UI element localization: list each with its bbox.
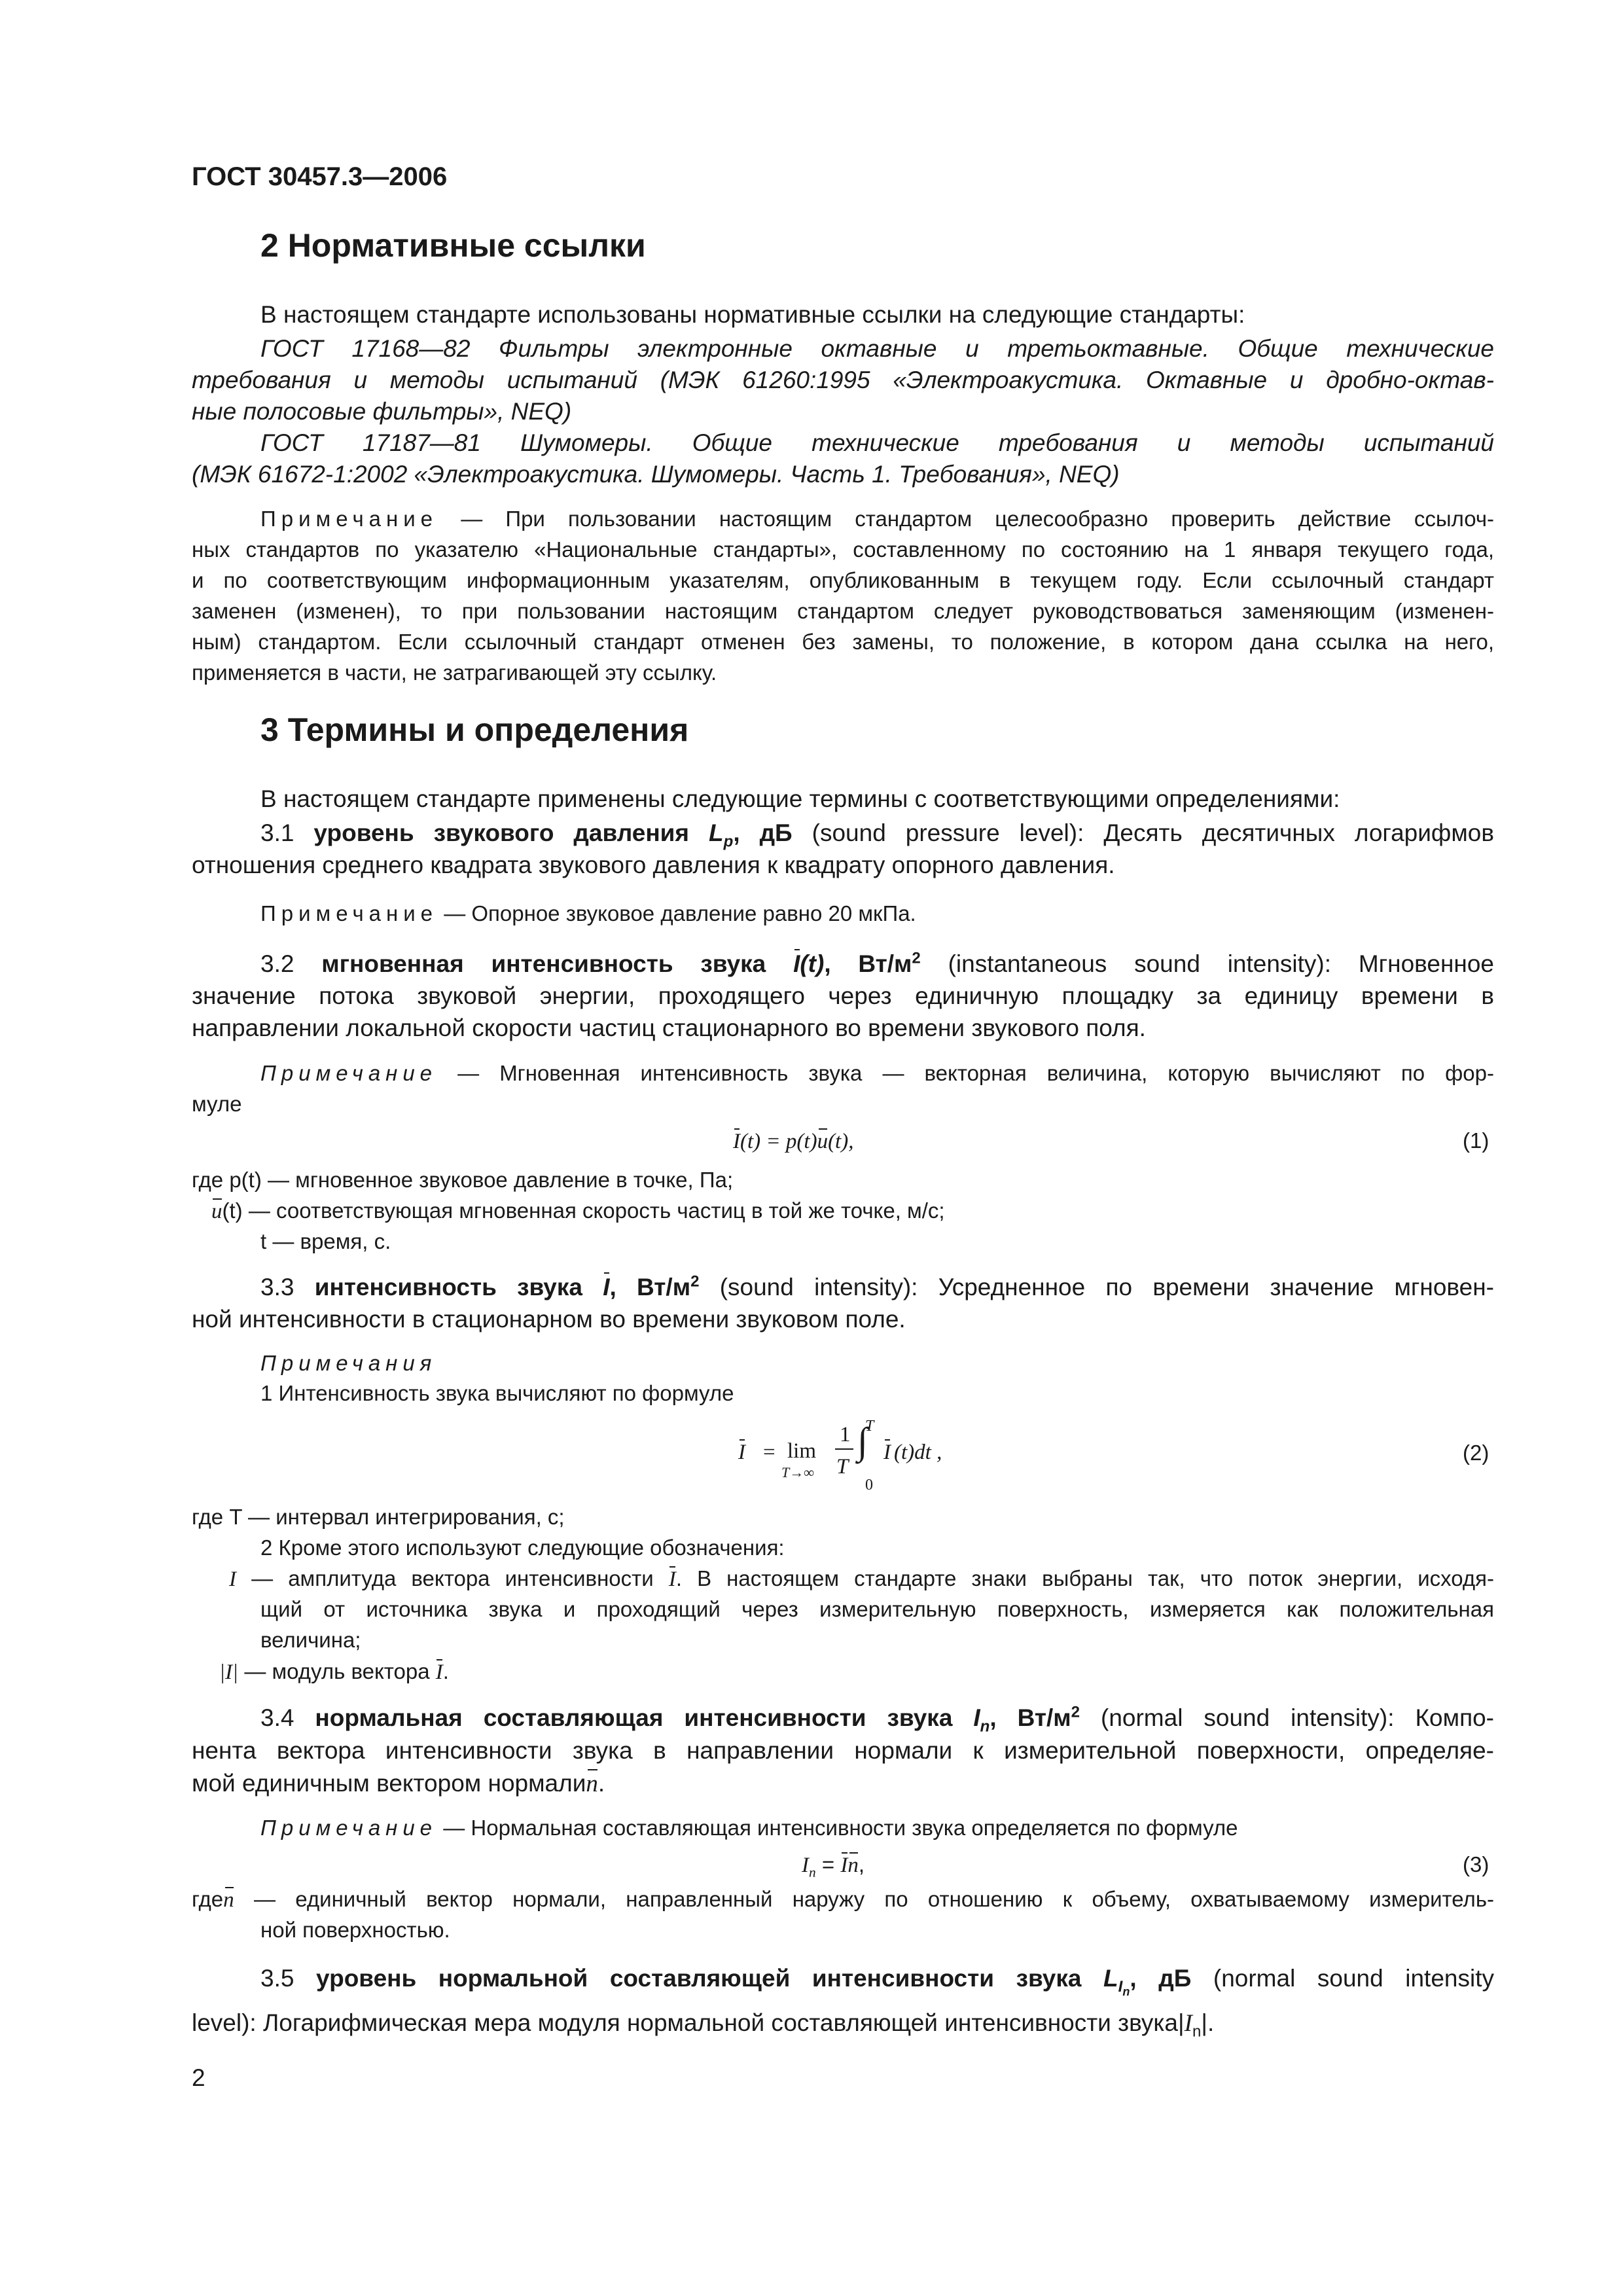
term-3-1-line-2: отношения среднего квадрата звукового давления к квадрату опорного давления. — [192, 852, 1115, 878]
document-page: ГОСТ 30457.3—2006 2 Нормативные ссылки В настоящем стандарте использованы нормативные ссылки на следующие стандарты: ГОСТ 17168—82 Фильтры электронные октавные и третьоктавные. Общие технические требования и методы испытаний (МЭК 61260:1995 «Электроакустика. Октавные и дробно-октав- ные полосовые фильтры», NEQ) ГОСТ 17187—81 Шумомеры. Общие технические требования и методы испытаний (МЭК 61672-1:2002 «Электроакустика. Шумомеры. Часть 1. Требования», NEQ) Примечание — При пользовании настоящим стандартом целесообразно проверить действие ссылоч- ных стандартов по указателю «Национальные стандарты», составленному по состоянию на 1 января текущего года, и по соответствующим информационным указателям, опубликованным в текущем году. Если ссылочный стандарт заменен (изменен), то при пользовании настоящим стандартом следует руководствоваться заменяющим (изменен- ным) стандартом. Если ссылочный стандарт отменен без замены, то положение, в котором дана ссылка на него, применяется в части, не затрагивающей эту ссылку. 3 Термины и определения В настоящем стандарте применены следующие термины с соответствующими определениями: 3.1 уровень звукового давления $L_p$, дБ (sound pressure level): Десять десятичных логарифмов отношения среднего квадрата звукового давления к квадрату опорного давления. Примечание — Опорное звуковое давление равно 20 мкПа. 3.2 мгновенная интенсивность звука I(t), $Вт/м^2$ (instantaneous sound intensity): Мгновенное значение потока звуковой энергии, проходящего через единичную площадку за единицу времени в направлении локальной скорости частиц стационарного во времени звукового поля. Примечание — Мгновенная интенсивность звука — векторная величина, которую вычисляют по фор- муле I(t) = p(t)u(t), (1) где p(t) — мгновенное звуковое давление в точке, Па; u(t) — соответствующая мгновенная скорость частиц в той же точке, м/с; t — время, с. 3.3 интенсивность звука I, $Вт/м^2$ (sound intensity): Усредненное по времени значение мгновен- ной интенсивности в стационарном во времени звуковом поле. Примечания 1 Интенсивность звука вычисляют по формуле I = lim T→∞ 1 T T ∫ 0 I (t)dt , (2) где T — интервал интегрирования, с; 2 Кроме этого используют следующие обозначения: I — амплитуда вектора интенсивности I. В настоящем стандарте знаки выбраны так, что поток энергии, исходя- щий от источника звука и проходящий через измерительную поверхность, измеряется как положительная величина; |I| — модуль вектора I. 3.4 нормальная составляющая интенсивности звука $I_n$, $Вт/м^2$ (normal sound intensity): Компо- нента вектора интенсивности звука в направлении нормали к измерительной поверхности, определяе- мой единичным вектором нормалиn. Примечание — Нормальная составляющая интенсивности звука определяется по формуле $I_n = In$, (3) гдеn — единичный вектор нормали, направленный наружу по отношению к объему, охватываемому измеритель- ной поверхностью. 3.5 уровень нормальной составляющей интенсивности звука $L_{I_n}$, дБ (normal sound intensity level): Логарифмическая мера модуля нормальной составляющей интенсивности $звука|I_n|$. 2 — [0, 0, 1623, 2296]
term-symbol: $I_n$ — [973, 1704, 990, 1736]
term-3-1-line-1 — [260, 817, 1494, 850]
ref-1-line-2: требования и методы испытаний (МЭК 61260:1995 «Электроакустика. Октавные и дробно-октав- — [192, 367, 1494, 393]
term-number: 3.1 — [260, 819, 294, 846]
where-3-line-1: гдеn — единичный вектор нормали, направленный наружу по отношению к объему, охватываемому измеритель- — [192, 1884, 1494, 1915]
term-number: 3.2 — [260, 950, 294, 977]
gost-header: ГОСТ 30457.3—2006 — [192, 162, 448, 191]
term-title: нормальная составляющая интенсивности звука — [315, 1704, 953, 1731]
term-unit: , $Вт/м^2$ — [824, 949, 921, 977]
section-3-intro: В настоящем стандарте применены следующие термины с соответствующими определениями: — [260, 785, 1340, 812]
term-3-2-note-line-2: муле — [192, 1092, 242, 1116]
term-definition: (normal sound intensity): Компо- — [1101, 1704, 1494, 1731]
note-label: Примечание — [260, 901, 438, 925]
note-text: — Нормальная составляющая интенсивности звука определяется по формуле — [443, 1816, 1238, 1840]
term-3-3-line-2: ной интенсивности в стационарном во времени звуковом поле. — [192, 1306, 906, 1333]
where-1-line-b: u(t) — соответствующая мгновенная скорость частиц в той же точке, м/с; — [211, 1196, 945, 1227]
term-symbol: $L_p$ — [709, 819, 734, 851]
term-definition: (sound intensity): Усредненное по времени значение мгновен- — [719, 1274, 1494, 1300]
def-I-line-2: щий от источника звука и проходящий через измерительную поверхность, измеряется как положительная — [260, 1597, 1494, 1621]
equation-1: I(t) = p(t)u(t), — [733, 1126, 853, 1157]
section-3-title: 3 Термины и определения — [260, 711, 689, 748]
term-3-4-line-2: нента вектора интенсивности звука в направлении нормали к измерительной поверхности, определяе- — [192, 1737, 1494, 1764]
ref-1-line-3: ные полосовые фильтры», NEQ) — [192, 398, 572, 425]
term-title: уровень звукового давления — [313, 819, 690, 846]
def-I-line-1: I — амплитуда вектора интенсивности I. В настоящем стандарте знаки выбраны так, что поток энергии, исходя- — [229, 1564, 1494, 1594]
term-3-3-note-1: 1 Интенсивность звука вычисляют по формуле — [260, 1381, 734, 1405]
term-title: интенсивность звука — [314, 1274, 582, 1300]
term-title: уровень нормальной составляющей интенсивности звука — [316, 1965, 1082, 1992]
section-2-note-line-4: заменен (изменен), то при пользовании настоящим стандартом следует руководствоваться заменяющим (изменен- — [192, 599, 1494, 623]
def-abs-I: |I| — модуль вектора I. — [219, 1657, 449, 1687]
term-symbol: I — [603, 1271, 609, 1304]
note-label: Примечание — [260, 1816, 438, 1840]
term-3-2-line-3: направлении локальной скорости частиц стационарного во времени звукового поля. — [192, 1014, 1146, 1041]
ref-2-line-1: ГОСТ 17187—81 Шумомеры. Общие технические требования и методы испытаний — [260, 429, 1494, 456]
term-unit: , дБ — [733, 819, 793, 846]
ref-1-line-1: ГОСТ 17168—82 Фильтры электронные октавные и третьоктавные. Общие технические — [260, 335, 1494, 362]
term-number: 3.4 — [260, 1704, 294, 1731]
section-2-note-line-6: применяется в части, не затрагивающей эту ссылку. — [192, 660, 717, 685]
term-3-1-note — [260, 899, 916, 928]
term-3-2-note-line-1 — [260, 1058, 1494, 1088]
term-number: 3.3 — [260, 1274, 294, 1300]
term-symbol: I(t) — [793, 950, 824, 977]
term-unit: , дБ — [1130, 1965, 1192, 1992]
term-definition: (sound pressure level): Десять десятичных логарифмов — [812, 819, 1495, 846]
ref-2-line-2: (МЭК 61672-1:2002 «Электроакустика. Шумомеры. Часть 1. Требования», NEQ) — [192, 461, 1120, 488]
note-text: — Опорное звуковое давление равно 20 мкПа. — [444, 901, 916, 925]
term-unit: , $Вт/м^2$ — [990, 1703, 1080, 1731]
term-3-4-line-3: мой единичным вектором нормалиn. — [192, 1767, 605, 1801]
term-3-4-note — [260, 1813, 1238, 1842]
section-2-note-line-1 — [260, 504, 1494, 533]
term-definition: (instantaneous sound intensity): Мгновенное — [948, 950, 1494, 977]
equation-3-number: (3) — [1463, 1852, 1489, 1876]
term-3-5-line-1 — [260, 1962, 1494, 1999]
page-number: 2 — [192, 2064, 205, 2091]
term-unit: , $Вт/м^2$ — [609, 1272, 700, 1300]
term-3-3-line-1 — [260, 1271, 1494, 1304]
where-2: где T — интервал интегрирования, с; — [192, 1505, 565, 1529]
equation-1-number: (1) — [1463, 1128, 1489, 1153]
term-symbol: $L_{I_n}$ — [1103, 1965, 1130, 1999]
section-2-intro: В настоящем стандарте использованы нормативные ссылки на следующие стандарты: — [260, 301, 1245, 328]
term-3-2-line-2: значение потока звуковой энергии, проходящего через единичную площадку за единицу времени в — [192, 982, 1494, 1009]
note-text: — При пользовании настоящим стандартом целесообразно проверить действие ссылоч- — [461, 507, 1495, 531]
note-label: Примечание — [260, 1061, 438, 1085]
where-1-line-a: где p(t) — мгновенное звуковое давление в точке, Па; — [192, 1168, 734, 1192]
def-I-line-3: величина; — [260, 1628, 361, 1652]
term-3-3-note-2: 2 Кроме этого используют следующие обозначения: — [260, 1535, 785, 1560]
equation-2-number: (2) — [1463, 1441, 1489, 1465]
term-number: 3.5 — [260, 1965, 294, 1992]
term-3-2-line-1 — [260, 948, 1494, 980]
section-2-title: 2 Нормативные ссылки — [260, 227, 646, 264]
section-2-note-line-5: ным) стандартом. Если ссылочный стандарт отменен без замены, то положение, в котором дана ссылка на него, — [192, 630, 1494, 654]
term-title: мгновенная интенсивность звука — [321, 950, 766, 977]
term-3-4-line-1 — [260, 1702, 1494, 1734]
note-label: Примечание — [260, 507, 438, 531]
where-1-line-c: t — время, с. — [260, 1229, 391, 1253]
equation-3: $I_n = In$, — [802, 1852, 865, 1880]
where-3-line-2: ной поверхностью. — [260, 1918, 450, 1942]
section-2-note-line-2: ных стандартов по указателю «Национальные стандарты», составленному по состоянию на 1 января текущего года, — [192, 537, 1494, 562]
term-3-3-notes-label: Примечания — [260, 1351, 437, 1375]
section-2-note-line-3: и по соответствующим информационным указателям, опубликованным в текущем году. Если ссылочный стандарт — [192, 568, 1494, 592]
term-definition: (normal sound intensity — [1213, 1965, 1494, 1992]
term-3-5-line-2: level): Логарифмическая мера модуля нормальной составляющей интенсивности $звука|I_n|$. — [192, 2009, 1215, 2041]
note-text: — Мгновенная интенсивность звука — векторная величина, которую вычисляют по фор- — [457, 1061, 1494, 1085]
